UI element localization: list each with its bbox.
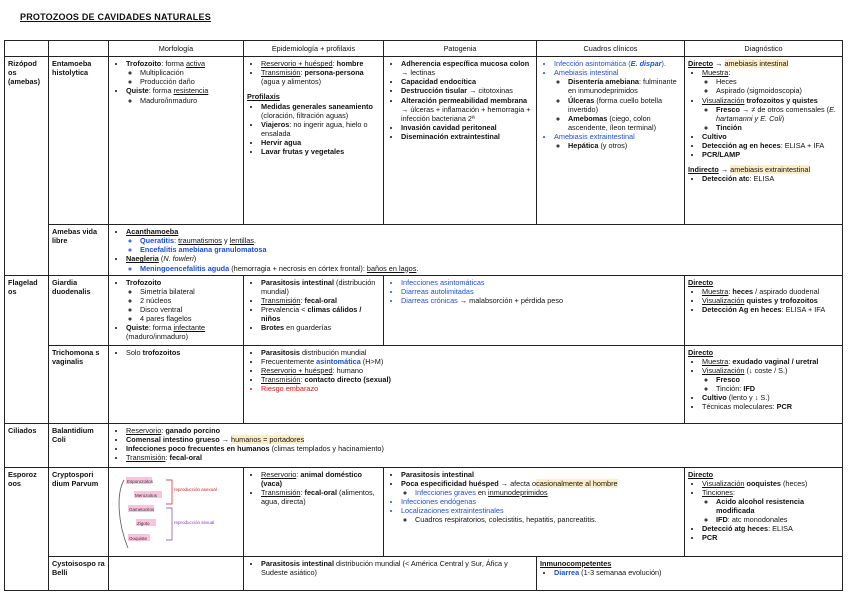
list-item: • Parasitosis intestinal (distribución mundial) bbox=[261, 278, 380, 296]
list-item: • Muestra: heces / aspirado duodenal bbox=[702, 287, 839, 296]
entamoeba-diagnostico: Directo → amebiasis intestinal • Muestra: ◦ Heces ◦ Aspirado (sigmoidoscopia) • Visualización trofozoitos y quistes ◦ Fresco → ≠ de otros comensales (E. hartamanni y E. Coli) ◦ Tinción • Cultivo • Detección ag en heces: ELISA + IFA • PCR/LAMP Indirecto → amebiasis extraintestinal • Detección atc: ELISA bbox=[685, 57, 843, 225]
list-item: • Diseminación extraintestinal bbox=[401, 132, 533, 141]
header-row bbox=[5, 41, 843, 57]
list-item: ◦ Tinción: IFD bbox=[716, 384, 839, 393]
list-item: ◦ Queratitis: traumatismos y lentillas. bbox=[140, 236, 839, 245]
list-item: • Visualización quistes y trofozoitos bbox=[702, 296, 839, 305]
list-item: • Transmisión: contacto directo (sexual) bbox=[261, 375, 681, 384]
cysto-epidemiologia bbox=[244, 556, 537, 590]
list-item: • Infecciones poco frecuentes en humanos (climas templados y hacinamiento) bbox=[126, 444, 839, 453]
list-item: ◦ Tinción bbox=[716, 123, 839, 132]
list-item: • Visualización ooquistes (heces) bbox=[702, 479, 839, 488]
sketch-label: Ooquiste bbox=[129, 535, 148, 541]
list-item: ◦ Maduro/inmaduro bbox=[140, 96, 240, 105]
list-item: • Cultivo (lento y ↓ S.) bbox=[702, 393, 839, 402]
giardia-epidemiologia bbox=[244, 275, 384, 345]
trichomonas-morfologia bbox=[109, 345, 244, 423]
list-item: ◦ Meningoencefalitis aguda (hemorragia + necrosis en córtex frontal): baños en lagos. bbox=[140, 264, 839, 273]
list-item: • Diarreas crónicas → malabsorción + pérdida peso bbox=[401, 296, 681, 305]
list-item: ◦ Úlceras (forma cuello botella invertido) bbox=[568, 96, 681, 114]
list-item: • Prevalencia < climas cálidos / niños bbox=[261, 305, 380, 323]
list-item: • Lavar frutas y vegetales bbox=[261, 147, 380, 156]
crypto-patogenia-clinica bbox=[384, 467, 685, 556]
entamoeba-cuadros-clinicos bbox=[537, 57, 685, 225]
row-amebas-vida-libre bbox=[5, 225, 843, 276]
list-item: • Reservorio + huésped: humano bbox=[261, 366, 681, 375]
list-item: • Trofozoito ◦ Simetría bilateral ◦ 2 núcleos ◦ Disco ventral ◦ 4 pares flagelos bbox=[126, 278, 240, 324]
list-item: • Amebiasis intestinal ◦ Disentería amebiana: fulminante en inmunodeprimidos ◦ Úlceras (forma cuello botella invertido) ◦ Amebomas (ciego, colon ascendente, íleon terminal) bbox=[554, 68, 681, 132]
species-trichomonas: Trichomona s vaginalis bbox=[49, 345, 109, 423]
sketch-label: Merozoitos bbox=[135, 492, 158, 498]
list-item: • Trofozoito: forma activa ◦ Multiplicación ◦ Producción daño bbox=[126, 59, 240, 86]
list-item: • Hervir agua bbox=[261, 138, 380, 147]
list-item: ◦ Aspirado (sigmoidoscopia) bbox=[716, 86, 839, 95]
list-item: • Transmisión: persona-persona (agua y alimentos) bbox=[261, 68, 380, 86]
trichomonas-epidemiologia bbox=[244, 345, 685, 423]
group-flagelados: Flagelad os bbox=[5, 275, 49, 423]
crypto-epidemiologia bbox=[244, 467, 384, 556]
list-item: • Detecció atg heces: ELISA bbox=[702, 524, 839, 533]
list-item: ◦ Disco ventral bbox=[140, 305, 240, 314]
directo-label: Directo bbox=[688, 277, 714, 287]
group-esporozoos: Esporoz oos bbox=[5, 467, 49, 590]
list-item: • Brotes en guarderías bbox=[261, 323, 380, 332]
list-item: • Quiste: forma infectante (maduro/inmaduro) bbox=[126, 323, 240, 341]
list-item: ◦ 2 núcleos bbox=[140, 296, 240, 305]
list-item: • Transmisión: fecal-oral bbox=[261, 296, 380, 305]
sketch-label: Gametocitos bbox=[129, 506, 155, 512]
lifecycle-sketch-image bbox=[114, 474, 242, 554]
list-item: • Capacidad endocítica bbox=[401, 77, 533, 86]
header-morfologia: Morfología bbox=[109, 41, 244, 57]
giardia-patogenia-clinica bbox=[384, 275, 685, 345]
entamoeba-epidemiologia bbox=[244, 57, 384, 225]
species-cryptosporidium: Cryptospori dium Parvum bbox=[49, 467, 109, 556]
header-diagnostico: Diagnóstico bbox=[685, 41, 843, 57]
list-item: ◦ Hepática (y otros) bbox=[568, 141, 681, 150]
list-item: • PCR/LAMP bbox=[702, 150, 839, 159]
list-item: • Visualización trofozoitos y quistes ◦ Fresco → ≠ de otros comensales (E. hartamanni y E. Coli) ◦ Tinción bbox=[702, 96, 839, 132]
list-item: ◦ Encefalitis amebiana granulomatosa bbox=[140, 245, 839, 254]
list-item: • Visualización (↓ coste / S.) ◦ Fresco ◦ Tinción: IFD bbox=[702, 366, 839, 393]
list-item: • Acanthamoeba ◦ Queratitis: traumatismos y lentillas. ◦ Encefalitis amebiana granulomatosa bbox=[126, 227, 839, 254]
list-item: • Quiste: forma resistencia ◦ Maduro/inmaduro bbox=[126, 86, 240, 104]
list-item: • Diarreas autolimitadas bbox=[401, 287, 681, 296]
crypto-diagnostico bbox=[685, 467, 843, 556]
list-item: • Reservorio: ganado porcino bbox=[126, 426, 839, 435]
list-item: • Detección atc: ELISA bbox=[702, 174, 839, 183]
header-cuadros-clinicos: Cuadros clínicos bbox=[537, 41, 685, 57]
list-item: ◦ Fresco bbox=[716, 375, 839, 384]
profilaxis-heading: Profilaxis bbox=[247, 92, 280, 102]
list-item: • Infecciones asintomáticas bbox=[401, 278, 681, 287]
row-giardia bbox=[5, 275, 843, 345]
balantidium-content bbox=[109, 423, 843, 467]
list-item: ◦ Producción daño bbox=[140, 77, 240, 86]
list-item: • Frecuentemente asintomática (H>M) bbox=[261, 357, 681, 366]
page-title: PROTOZOOS DE CAVIDADES NATURALES bbox=[20, 12, 211, 22]
list-item: • Parasitosis distribución mundial bbox=[261, 348, 681, 357]
amebas-vida-libre-content bbox=[109, 225, 843, 276]
list-item: ◦ Multiplicación bbox=[140, 68, 240, 77]
entamoeba-morfologia bbox=[109, 57, 244, 225]
header-empty-1 bbox=[5, 41, 49, 57]
list-item: • Alteración permeabilidad membrana → úlceras + inflamación + hemorragia + infección bacteriana 2ª bbox=[401, 96, 533, 123]
list-item: • Detección Ag en heces: ELISA + IFA bbox=[702, 305, 839, 314]
inmunocompetentes-label: Inmunocompetentes bbox=[540, 558, 612, 568]
list-item: • Parasitosis intestinal bbox=[401, 470, 681, 479]
sketch-label: Zigoto bbox=[137, 520, 150, 526]
row-entamoeba bbox=[5, 57, 843, 225]
list-item: • Adherencia específica mucosa colon → lectinas bbox=[401, 59, 533, 77]
list-item: • Destrucción tisular → citotoxinas bbox=[401, 86, 533, 95]
header-empty-2 bbox=[49, 41, 109, 57]
species-cystoisospora: Cystoisospo ra Belli bbox=[49, 556, 109, 590]
list-item: • Localizaciones extraintestinales ◦ Cuadros respiratorios, colecistitis, hepatitis, pancreatitis. bbox=[401, 506, 681, 524]
list-item: • Muestra: ◦ Heces ◦ Aspirado (sigmoidoscopia) bbox=[702, 68, 839, 95]
sketch-label: reproducción asexual bbox=[174, 486, 217, 492]
list-item: • Comensal intestino grueso → humanos = portadores bbox=[126, 435, 839, 444]
list-item: • Parasitosis intestinal distribución mundial (< América Central y Sur, Áfica y Sudeste asiático) bbox=[261, 559, 533, 577]
cysto-clinica bbox=[537, 556, 843, 590]
list-item: • Cultivo bbox=[702, 132, 839, 141]
list-item: • Riesgo embarazo bbox=[261, 384, 681, 393]
list-item: ◦ 4 pares flagelos bbox=[140, 314, 240, 323]
species-giardia: Giardia duodenalis bbox=[49, 275, 109, 345]
list-item: • Solo trofozoitos bbox=[126, 348, 240, 357]
list-item: • Diarrea (1-3 semanaa evolución) bbox=[554, 568, 839, 577]
group-rizopodos: Rizópod os (amebas) bbox=[5, 57, 49, 276]
list-item: • Infección asintomática (E. dispar). bbox=[554, 59, 681, 68]
list-item: • Técnicas moleculares: PCR bbox=[702, 402, 839, 411]
protozoa-table bbox=[4, 40, 843, 591]
list-item: ◦ Amebomas (ciego, colon ascendente, íleon terminal) bbox=[568, 114, 681, 132]
row-cryptosporidium bbox=[5, 467, 843, 556]
list-item: • Viajeros: no ingerir agua, hielo o ensalada bbox=[261, 120, 380, 138]
list-item: ◦ Heces bbox=[716, 77, 839, 86]
list-item: ◦ Disentería amebiana: fulminante en inmunodeprimidos bbox=[568, 77, 681, 95]
cysto-morfologia bbox=[109, 556, 244, 590]
entamoeba-patogenia bbox=[384, 57, 537, 225]
giardia-morfologia bbox=[109, 275, 244, 345]
directo-label: Directo bbox=[688, 469, 714, 479]
species-balantidium: Balantidium Coli bbox=[49, 423, 109, 467]
list-item: ◦ Cuadros respiratorios, colecistitis, hepatitis, pancreatitis. bbox=[415, 515, 681, 524]
list-item: • Detección ag en heces: ELISA + IFA bbox=[702, 141, 839, 150]
header-epidemiologia: Epidemiología + profilaxis bbox=[244, 41, 384, 57]
trichomonas-diagnostico bbox=[685, 345, 843, 423]
list-item: • Transmisión: fecal-oral (alimentos, agua, directa) bbox=[261, 488, 380, 506]
list-item: • Tinciones: ◦ Acido alcohol resistencia modificada ◦ IFD: atc monodonales bbox=[702, 488, 839, 524]
list-item: ◦ Infecciones graves en inmunodeprimidos bbox=[415, 488, 681, 497]
list-item: • PCR bbox=[702, 533, 839, 542]
list-item: • Invasión cavidad peritoneal bbox=[401, 123, 533, 132]
list-item: • Infecciones endógenas bbox=[401, 497, 681, 506]
sketch-label: Esporozoitos bbox=[127, 478, 154, 484]
giardia-diagnostico bbox=[685, 275, 843, 345]
sketch-label: reproducción sexual bbox=[174, 519, 215, 525]
directo-label: Directo bbox=[688, 347, 714, 357]
list-item: • Medidas generales saneamiento (cloración, filtración aguas) bbox=[261, 102, 380, 120]
list-item: • Reservorio + huésped: hombre bbox=[261, 59, 380, 68]
header-patogenia: Patogenia bbox=[384, 41, 537, 57]
list-item: ◦ Acido alcohol resistencia modificada bbox=[716, 497, 839, 515]
list-item: • Naegleria (N. fowleri) ◦ Meningoencefalitis aguda (hemorragia + necrosis en córtex frontal): baños en lagos. bbox=[126, 254, 839, 272]
list-item: ◦ Fresco → ≠ de otros comensales (E. hartamanni y E. Coli) bbox=[716, 105, 839, 123]
species-entamoeba: Entamoeba histolytica bbox=[49, 57, 109, 225]
crypto-lifecycle-sketch bbox=[109, 467, 244, 556]
group-ciliados: Ciliados bbox=[5, 423, 49, 467]
row-cystoisospora bbox=[5, 556, 843, 590]
list-item: ◦ IFD: atc monodonales bbox=[716, 515, 839, 524]
list-item: • Transmisión: fecal-oral bbox=[126, 453, 839, 462]
list-item: • Reservorio: animal doméstico (vaca) bbox=[261, 470, 380, 488]
row-trichomonas bbox=[5, 345, 843, 423]
row-balantidium bbox=[5, 423, 843, 467]
list-item: • Muestra: exudado vaginal / uretral bbox=[702, 357, 839, 366]
list-item: ◦ Simetría bilateral bbox=[140, 287, 240, 296]
list-item: • Amebiasis extraintestinal ◦ Hepática (y otros) bbox=[554, 132, 681, 150]
species-amebas-vida-libre: Amebas vida libre bbox=[49, 225, 109, 276]
list-item: • Poca especificidad huésped → afecta ocasionalmente al hombre ◦ Infecciones graves en inmunodeprimidos bbox=[401, 479, 681, 497]
